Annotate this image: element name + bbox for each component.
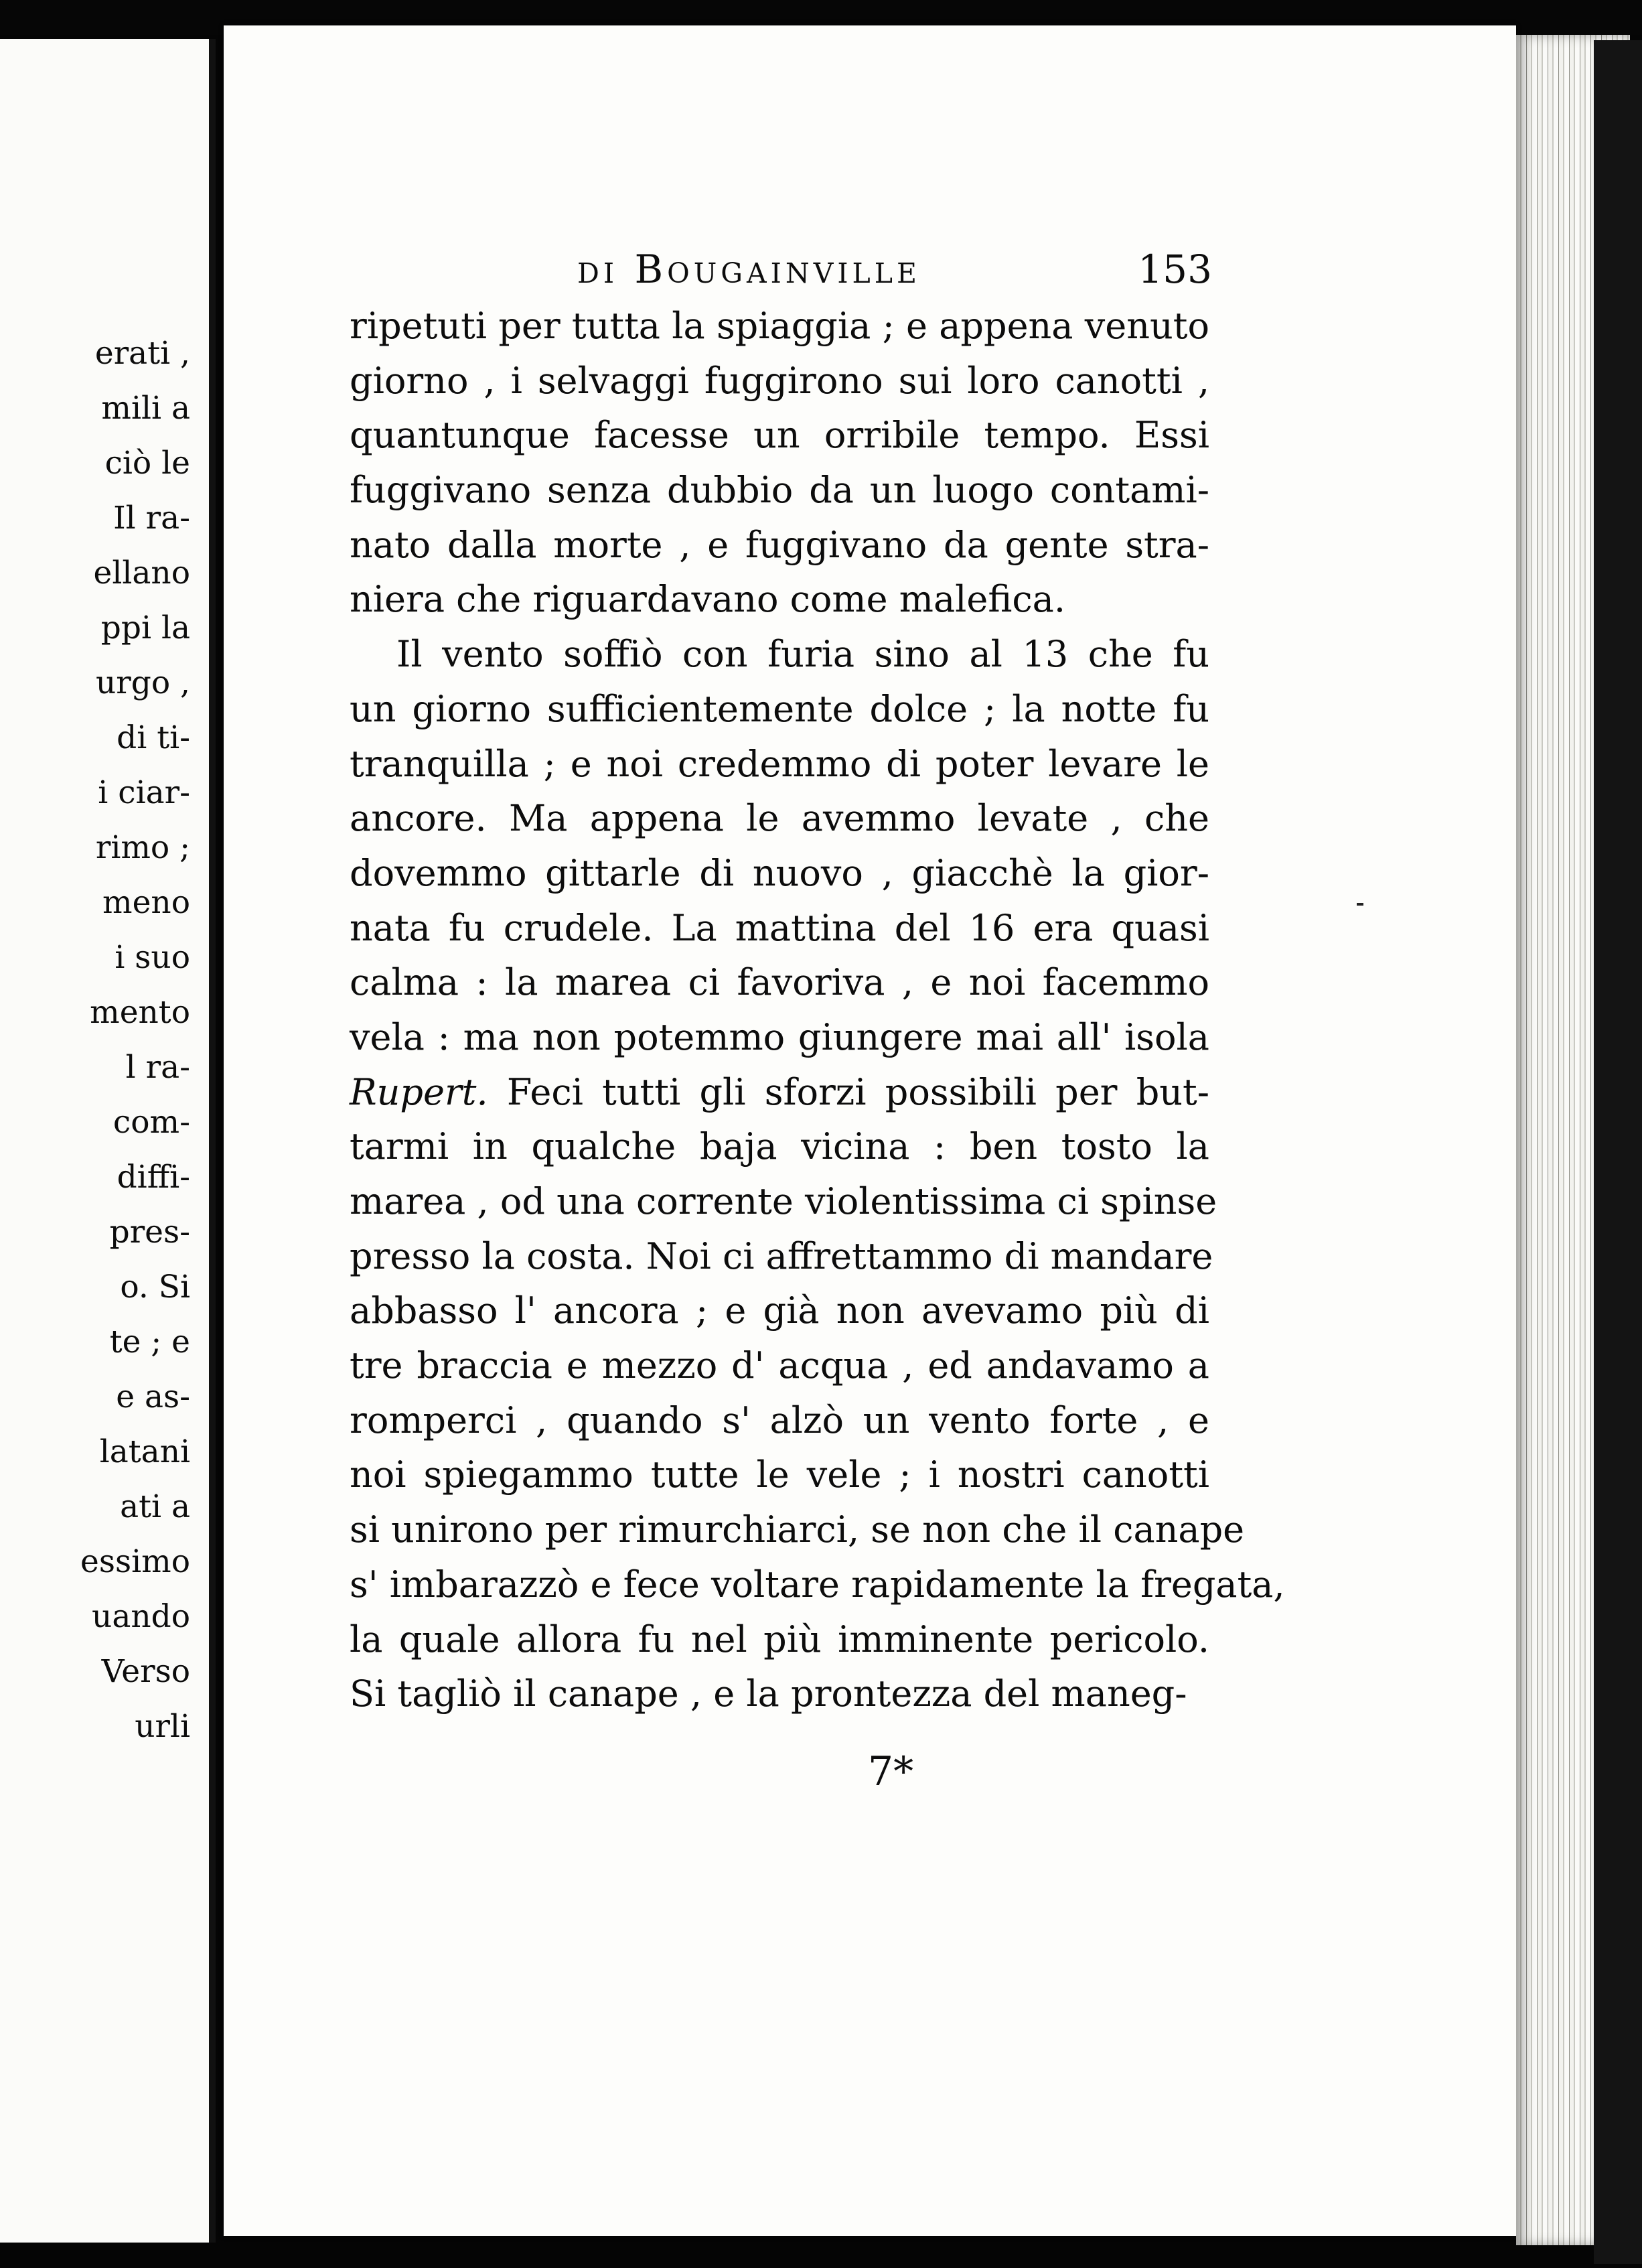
left-page-line: di ti- xyxy=(117,719,190,756)
left-page-line: latani xyxy=(99,1433,190,1470)
text-line: presso la costa. Noi ci affrettammo di mandare xyxy=(350,1234,1213,1277)
page-number: 153 xyxy=(1138,246,1212,292)
text-line: marea , od una corrente violentissima ci spinse xyxy=(350,1180,1217,1222)
left-page-fragment xyxy=(0,39,216,2243)
text-line: tarmi in qualche baja vicina : ben tosto la xyxy=(350,1125,1209,1168)
text-line: noi spiegammo tutte le vele ; i nostri canotti xyxy=(350,1454,1209,1496)
left-page-line: uando xyxy=(92,1598,190,1635)
left-page-line: ellano xyxy=(93,555,190,591)
text-line: ancore. Ma appena le avemmo levate , che xyxy=(350,797,1209,840)
scan-right-border xyxy=(1594,40,1642,2264)
text-line: nata fu crudele. La mattina del 16 era quasi xyxy=(350,906,1209,949)
left-page-line: essimo xyxy=(80,1543,190,1580)
text-line: tre braccia e mezzo d' acqua , ed andavamo a xyxy=(350,1344,1209,1387)
text-line-rest: Feci tutti gli sforzi possibili per but- xyxy=(488,1070,1209,1113)
text-line: abbasso l' ancora ; e già non avevamo più di xyxy=(350,1289,1209,1332)
running-title: di Bougainville xyxy=(577,246,921,292)
page-header xyxy=(577,246,1212,292)
text-line: vela : ma non potemmo giungere mai all' isola xyxy=(350,1015,1209,1058)
left-page-line: ciò le xyxy=(104,445,190,482)
text-line: s' imbarazzò e fece voltare rapidamente la fregata, xyxy=(350,1563,1285,1606)
left-page-line: ati a xyxy=(120,1488,190,1525)
left-page-line: l ra- xyxy=(125,1049,190,1086)
text-line: fuggivano senza dubbio da un luogo contami- xyxy=(350,469,1209,512)
text-line-with-italic xyxy=(350,1065,1209,1120)
ink-mark xyxy=(1357,903,1363,906)
left-page-line: erati , xyxy=(94,335,190,372)
left-page-line: pres- xyxy=(109,1214,190,1251)
left-page-line: te ; e xyxy=(109,1324,190,1360)
text-line: Si tagliò il canape , e la prontezza del maneg- xyxy=(350,1673,1187,1715)
text-line: nato dalla morte , e fuggivano da gente stra- xyxy=(350,523,1209,566)
left-page-line: ppi la xyxy=(100,610,190,646)
text-line: si unirono per rimurchiarci, se non che il canape xyxy=(350,1508,1245,1551)
left-page-line: com- xyxy=(113,1104,190,1141)
text-line: quantunque facesse un orribile tempo. Essi xyxy=(350,414,1209,457)
left-page-line: urgo , xyxy=(96,664,190,701)
text-line: ripetuti per tutta la spiaggia ; e appena venuto xyxy=(350,305,1209,347)
left-page-line: mento xyxy=(90,994,190,1031)
left-page-line: Verso xyxy=(101,1653,190,1690)
text-line: Il vento soffiò con furia sino al 13 che fu xyxy=(396,633,1209,676)
text-line: la quale allora fu nel più imminente pericolo. xyxy=(350,1618,1209,1660)
signature-mark: 7* xyxy=(868,1748,914,1795)
italic-word: Rupert. xyxy=(350,1070,488,1113)
text-line: dovemmo gittarle di nuovo , giacchè la gior- xyxy=(350,851,1209,894)
text-line: un giorno sufficientemente dolce ; la notte fu xyxy=(350,687,1209,730)
left-page-line: diffi- xyxy=(117,1159,190,1196)
left-page-line: mili a xyxy=(101,390,190,427)
left-page-line: meno xyxy=(102,884,190,921)
text-line: tranquilla ; e noi credemmo di poter levare le xyxy=(350,742,1209,785)
left-page-line: i ciar- xyxy=(98,774,190,811)
text-line: niera che riguardavano come malefica. xyxy=(350,578,1066,621)
left-page-line: e as- xyxy=(116,1378,190,1415)
left-page-line: urli xyxy=(135,1708,190,1745)
text-line: romperci , quando s' alzò un vento forte , e xyxy=(350,1399,1209,1441)
text-line: giorno , i selvaggi fuggirono sui loro canotti , xyxy=(350,359,1209,402)
left-page-line: o. Si xyxy=(120,1269,190,1305)
text-line: calma : la marea ci favoriva , e noi facemmo xyxy=(350,961,1209,1004)
left-page-line: Il ra- xyxy=(113,500,190,537)
left-page-line: rimo ; xyxy=(95,829,190,866)
left-page-line: i suo xyxy=(115,939,190,976)
body-text xyxy=(350,299,1285,1721)
